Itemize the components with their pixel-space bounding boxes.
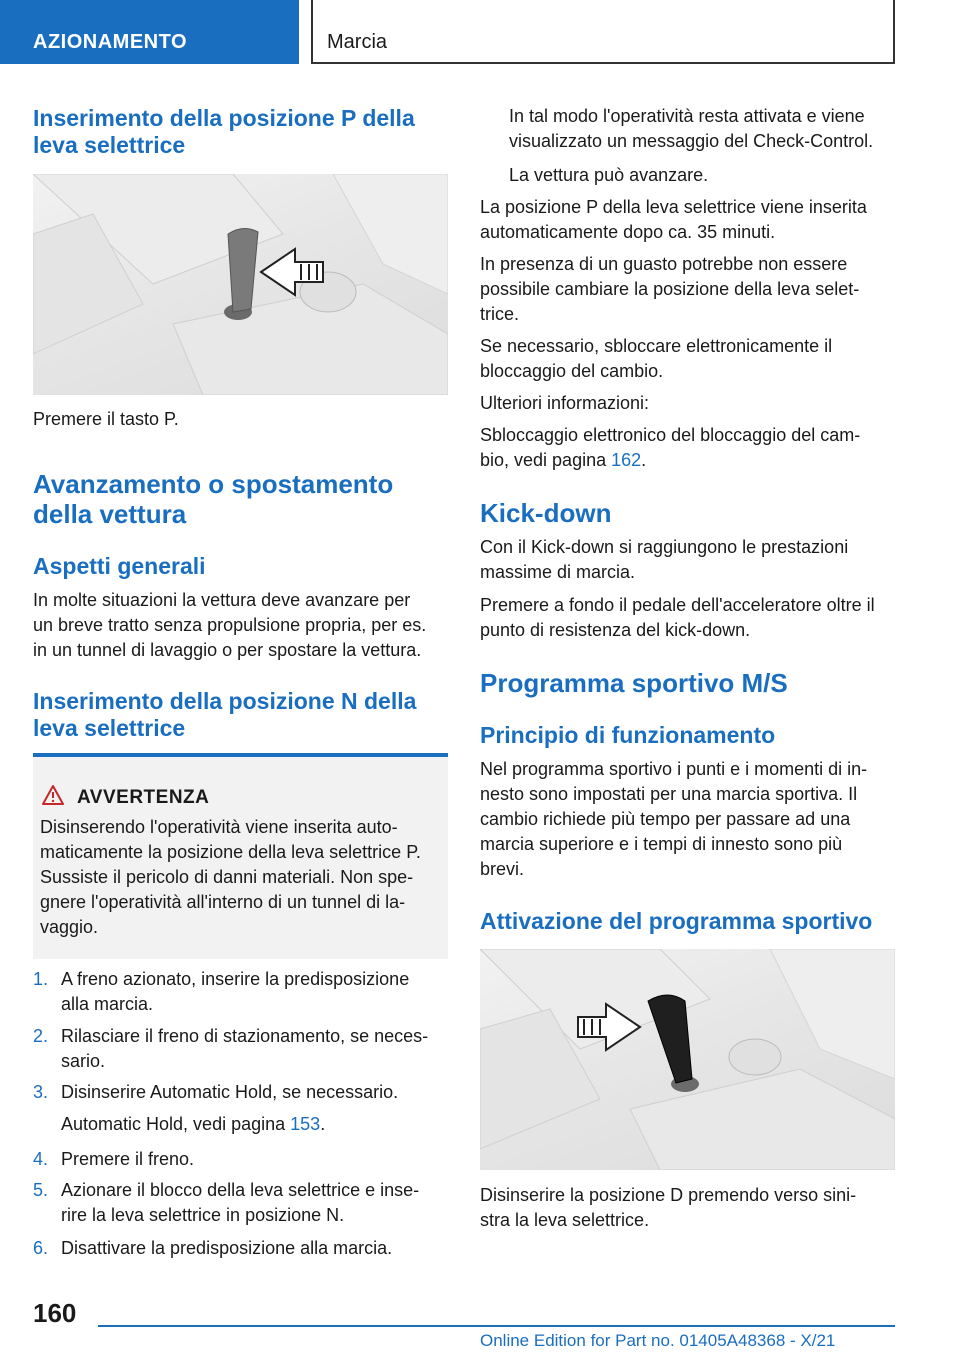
warning-title: AVVERTENZA: [77, 787, 210, 808]
gear-selector-illustration: [33, 174, 448, 395]
heading-general: Aspetti generali: [33, 553, 206, 579]
caption-d: Disinserire la posizione D premendo verso sini- stra la leva selettrice.: [480, 1185, 857, 1230]
step-number: 1.: [33, 969, 49, 989]
footer-divider: [98, 1325, 895, 1327]
image-sport-mode: [480, 949, 895, 1170]
page-link-153[interactable]: 153: [290, 1114, 321, 1134]
image-p-button: [33, 174, 448, 395]
step-text: Disattivare la predisposizione alla marcia.: [61, 1238, 393, 1258]
fault-text: In presenza di un guasto potrebbe non essere possibile cambiare la posizione della leva selet- trice.: [480, 254, 860, 324]
general-text: In molte situazioni la vettura deve avanzare per un breve tratto senza propulsione propria, per es. in un tunnel di lavaggio o per spostare la vettura.: [33, 590, 427, 660]
heading-n-position: Inserimento della posizione N della leva selettrice: [33, 688, 417, 741]
step-subtext: Automatic Hold, vedi pagina 153.: [61, 1114, 326, 1134]
heading-p-position: Inserimento della posizione P della leva selettrice: [33, 105, 415, 158]
step-text: Premere il freno.: [61, 1149, 195, 1169]
unlock-text: Se necessario, sbloccare elettronicamente il bloccaggio del cambio.: [480, 336, 833, 381]
heading-principle: Principio di funzionamento: [480, 722, 776, 748]
step-number: 2.: [33, 1026, 49, 1046]
auto-p-text: La posizione P della leva selettrice viene inserita automaticamente dopo ca. 35 minuti.: [480, 197, 867, 242]
caption-p: Premere il tasto P.: [33, 409, 179, 429]
heading-activate: Attivazione del programma sportivo: [480, 908, 873, 934]
continuation-text: In tal modo l'operatività resta attivata e viene visualizzato un messaggio del Check-Control.: [509, 106, 874, 151]
step-text: Azionare il blocco della leva selettrice e inse- rire la leva selettrice in posizione N.: [61, 1180, 420, 1225]
step-number: 6.: [33, 1238, 49, 1258]
reference-text: Sbloccaggio elettronico del bloccaggio del cam- bio, vedi pagina 162.: [480, 425, 861, 470]
warning-text: Disinserendo l'operatività viene inserita auto- maticamente la posizione della leva selettrice P. Sussiste il pericolo di danni materiali. Non spe- gnere l'operatività all'interno di un tunnel di la- vaggio.: [40, 817, 421, 937]
principle-text: Nel programma sportivo i punti e i momenti di in- nesto sono impostati per una marcia sportiva. Il cambio richiede più tempo per passare ad una marcia superiore e i tempi di innesto sono più brevi.: [480, 759, 868, 879]
more-info-label: Ulteriori informazioni:: [480, 393, 650, 413]
heading-sport: Programma sportivo M/S: [480, 668, 788, 698]
kickdown-text-2: Premere a fondo il pedale dell'acceleratore oltre il punto di resistenza del kick-down.: [480, 595, 875, 640]
chapter-title: Marcia: [311, 0, 895, 64]
section-tab[interactable]: AZIONAMENTO: [0, 0, 299, 64]
step-number: 4.: [33, 1149, 49, 1169]
step-number: 5.: [33, 1180, 49, 1200]
step-text: Disinserire Automatic Hold, se necessario.: [61, 1082, 399, 1102]
heading-kickdown: Kick-down: [480, 498, 612, 528]
kickdown-text-1: Con il Kick-down si raggiungono le prestazioni massime di marcia.: [480, 537, 849, 582]
continuation-text-2: La vettura può avanzare.: [509, 165, 709, 185]
step-text: Rilasciare il freno di stazionamento, se neces- sario.: [61, 1026, 429, 1071]
warning-box: [33, 753, 448, 959]
step-number: 3.: [33, 1082, 49, 1102]
warning-triangle-icon: [42, 784, 64, 806]
page-number: 160: [33, 1298, 77, 1328]
edition-text: Online Edition for Part no. 01405A48368 - X/21: [480, 1331, 836, 1350]
step-text: A freno azionato, inserire la predisposizione alla marcia.: [61, 969, 410, 1014]
heading-advance: Avanzamento o spostamento della vettura: [33, 469, 394, 529]
gear-selector-sport-illustration: [480, 949, 895, 1170]
page-link-162[interactable]: 162: [611, 450, 642, 470]
